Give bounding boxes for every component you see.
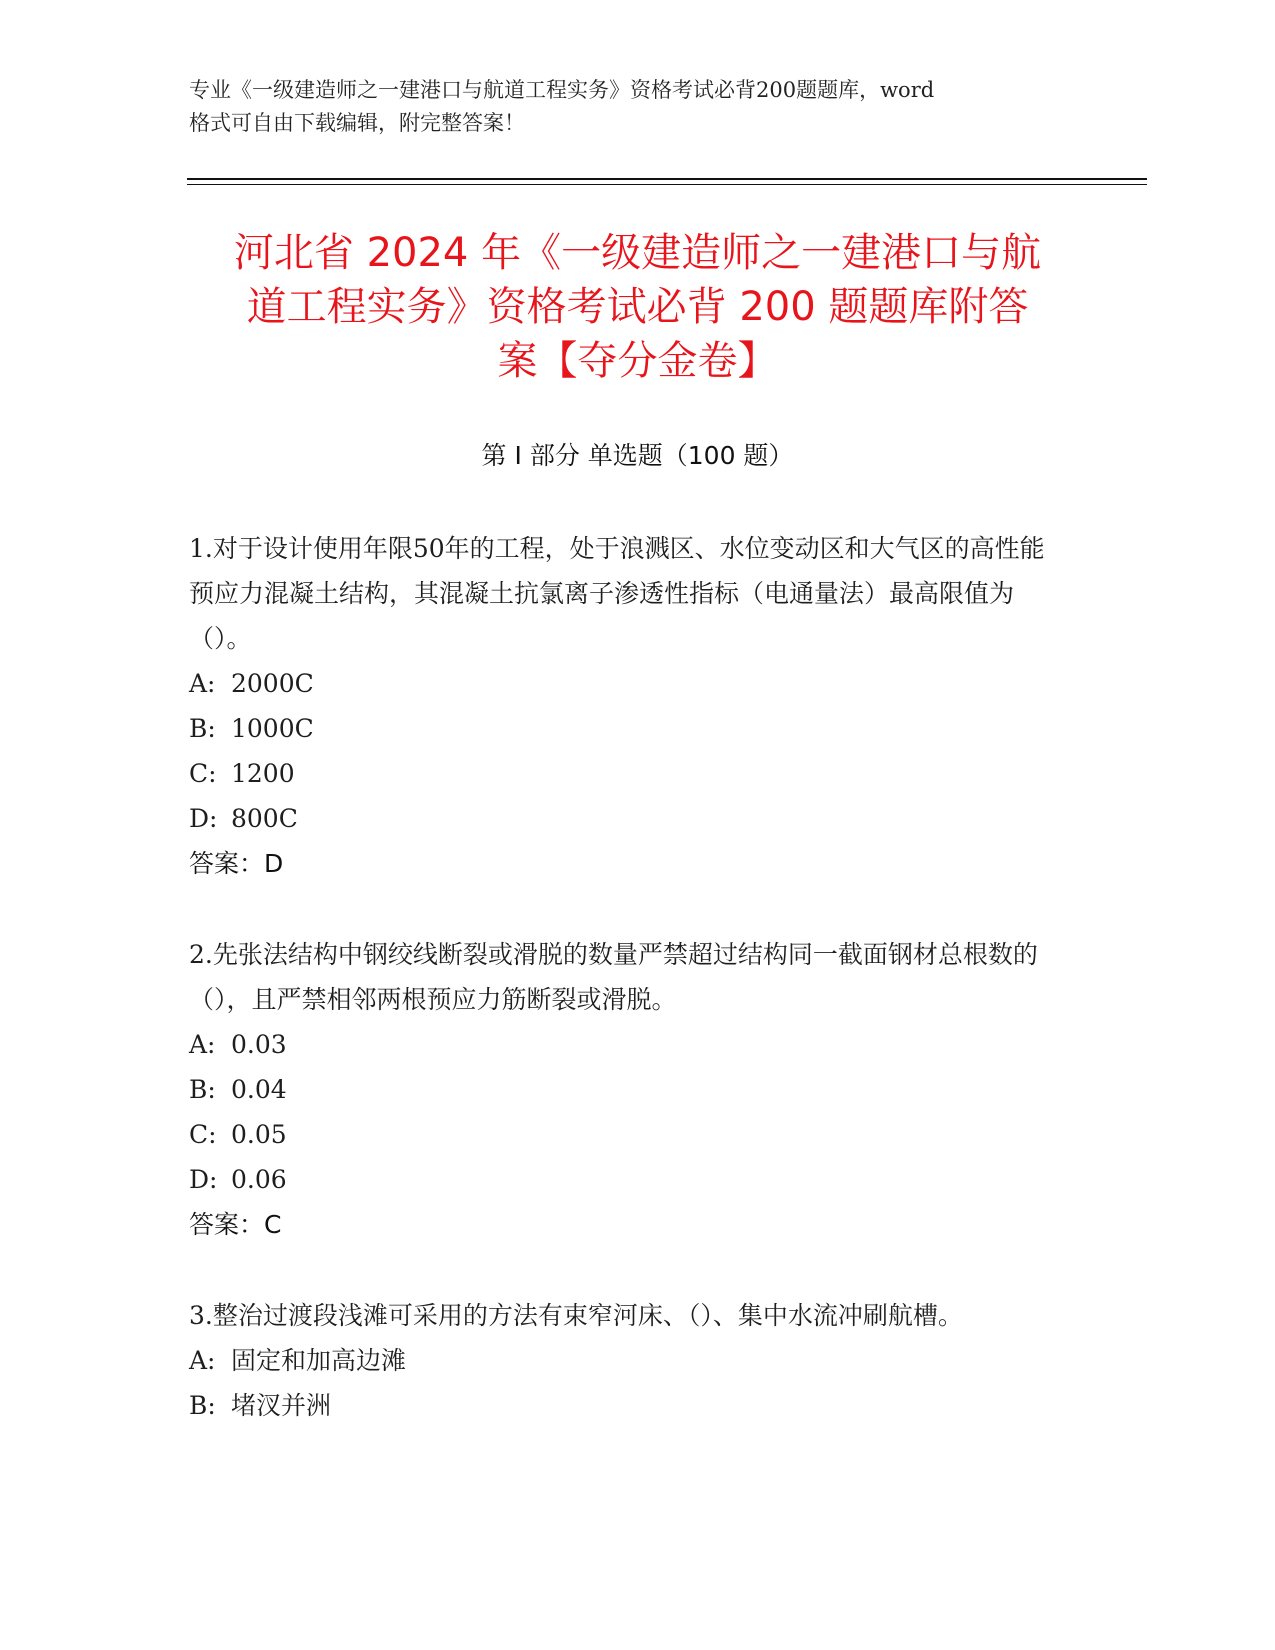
option-key: D: bbox=[189, 804, 218, 833]
option-c bbox=[189, 1112, 1069, 1157]
option-text: 0.05 bbox=[231, 1120, 287, 1149]
option-text: 2000C bbox=[231, 669, 314, 698]
question-stem: 3.整治过渡段浅滩可采用的方法有束窄河床、（）、集中水流冲刷航槽。 bbox=[189, 1301, 963, 1330]
question-2 bbox=[189, 932, 1069, 1247]
option-text: 0.06 bbox=[231, 1165, 287, 1194]
option-text: 1000C bbox=[231, 714, 314, 743]
option-text: 0.04 bbox=[231, 1075, 287, 1104]
option-text: 固定和加高边滩 bbox=[231, 1346, 407, 1375]
option-text: 800C bbox=[231, 804, 298, 833]
option-d bbox=[189, 796, 1069, 841]
option-text: 1200 bbox=[231, 759, 295, 788]
option-text: 堵汊并洲 bbox=[231, 1391, 332, 1420]
option-b bbox=[189, 706, 1069, 751]
option-d bbox=[189, 1157, 1069, 1202]
title-line-3: 案【夺分金卷】 bbox=[497, 338, 778, 384]
title-line-1: 河北省 2024 年《一级建造师之一建港口与航 bbox=[233, 230, 1042, 276]
option-key: A: bbox=[189, 1030, 216, 1059]
option-a bbox=[189, 661, 1069, 706]
option-key: D: bbox=[189, 1165, 218, 1194]
option-key: B: bbox=[189, 1075, 216, 1104]
option-key: B: bbox=[189, 1391, 216, 1420]
option-key: B: bbox=[189, 714, 216, 743]
header-line-1: 专业《一级建造师之一建港口与航道工程实务》资格考试必背200题题库，word bbox=[189, 78, 935, 102]
section-heading: 第 I 部分 单选题（100 题） bbox=[481, 441, 794, 470]
question-1 bbox=[189, 526, 1069, 886]
header-line-2: 格式可自由下载编辑，附完整答案！ bbox=[189, 111, 525, 135]
document-title bbox=[160, 226, 1115, 388]
question-3 bbox=[189, 1293, 1069, 1428]
option-a bbox=[189, 1022, 1069, 1067]
option-b bbox=[189, 1067, 1069, 1112]
title-line-2: 道工程实务》资格考试必背 200 题题库附答 bbox=[246, 284, 1029, 330]
answer: 答案：D bbox=[189, 849, 284, 878]
header-rule-thin bbox=[187, 184, 1147, 185]
answer: 答案：C bbox=[189, 1210, 282, 1239]
option-a bbox=[189, 1338, 1069, 1383]
option-text: 0.03 bbox=[231, 1030, 287, 1059]
option-c bbox=[189, 751, 1069, 796]
option-key: A: bbox=[189, 669, 216, 698]
question-stem: 2.先张法结构中钢绞线断裂或滑脱的数量严禁超过结构同一截面钢材总根数的（），且严禁相邻两根预应力筋断裂或滑脱。 bbox=[189, 940, 1038, 1014]
header-rule-thick bbox=[187, 178, 1147, 180]
header-note bbox=[189, 74, 1069, 140]
question-stem: 1.对于设计使用年限50年的工程，处于浪溅区、水位变动区和大气区的高性能预应力混凝土结构，其混凝土抗氯离子渗透性指标（电通量法）最高限值为（）。 bbox=[189, 534, 1045, 653]
option-key: C: bbox=[189, 1120, 217, 1149]
option-key: A: bbox=[189, 1346, 216, 1375]
option-b bbox=[189, 1383, 1069, 1428]
option-key: C: bbox=[189, 759, 217, 788]
